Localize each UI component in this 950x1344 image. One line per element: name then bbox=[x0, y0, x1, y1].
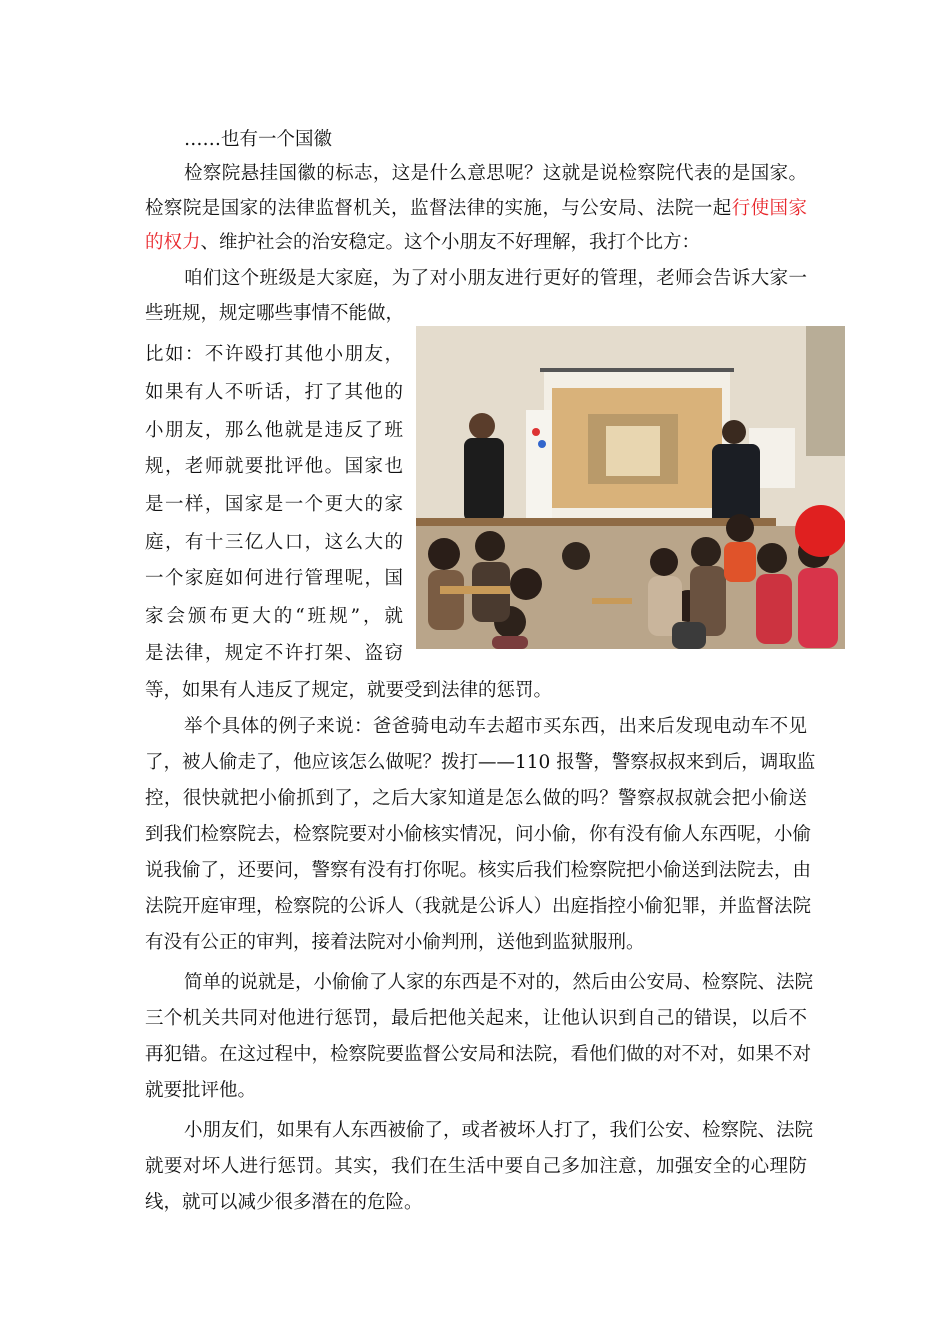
paragraph-line: 简单的说就是，小偷偷了人家的东西是不对的，然后由公安局、检察院、法院 bbox=[184, 972, 814, 993]
paragraph-line: 就要批评他。 bbox=[145, 1080, 257, 1101]
paragraph-line: 些班规，规定哪些事情不能做， bbox=[145, 303, 405, 324]
paragraph-line: 家会颁布更大的“班规”，就 bbox=[145, 606, 403, 627]
paragraph-line: 控，很快就把小偷抓到了，之后大家知道是怎么做的吗？警察叔叔就会把小偷送 bbox=[145, 788, 807, 809]
text-span: 检察院是国家的法律监督机关，监督法律的实施，与公安局、法院一起 bbox=[145, 198, 732, 219]
paragraph-line: 法院开庭审理，检察院的公诉人（我就是公诉人）出庭指控小偷犯罪，并监督法院 bbox=[145, 896, 812, 917]
paragraph-line: 是一样，国家是一个更大的家 bbox=[145, 494, 403, 515]
paragraph-line: 如果有人不听话，打了其他的 bbox=[145, 382, 403, 403]
paragraph-line: 线，就可以减少很多潜在的危险。 bbox=[145, 1192, 423, 1213]
paragraph-line: 举个具体的例子来说：爸爸骑电动车去超市买东西，出来后发现电动车不见 bbox=[184, 716, 807, 737]
highlighted-text: 行使国家 bbox=[731, 198, 807, 219]
paragraph-line: 比如：不许殴打其他小朋友， bbox=[145, 344, 403, 365]
classroom-photo bbox=[416, 326, 845, 649]
paragraph-line bbox=[145, 197, 807, 221]
paragraph-line: 再犯错。在这过程中，检察院要监督公安局和法院，看他们做的对不对，如果不对 bbox=[145, 1044, 812, 1065]
paragraph-line: 有没有公正的审判，接着法院对小偷判刑，送他到监狱服刑。 bbox=[145, 932, 645, 953]
paragraph-line: 庭，有十三亿人口，这么大的 bbox=[145, 532, 403, 553]
paragraph-line: 就要对坏人进行惩罚。其实，我们在生活中要自己多加注意，加强安全的心理防 bbox=[145, 1156, 807, 1177]
paragraph-line: 了，被人偷走了，他应该怎么做呢？拨打——110 报警，警察叔叔来到后，调取监 bbox=[145, 752, 816, 773]
paragraph-line: 小朋友们，如果有人东西被偷了，或者被坏人打了，我们公安、检察院、法院 bbox=[184, 1120, 814, 1141]
paragraph-line: 三个机关共同对他进行惩罚，最后把他关起来，让他认识到自己的错误，以后不 bbox=[145, 1008, 807, 1029]
paragraph-line: 规，老师就要批评他。国家也 bbox=[145, 456, 403, 477]
paragraph-line: ……也有一个国徽 bbox=[184, 129, 333, 150]
paragraph-line: 说我偷了，还要问，警察有没有打你呢。核实后我们检察院把小偷送到法院去，由 bbox=[145, 860, 812, 881]
paragraph-line bbox=[145, 231, 807, 255]
paragraph-line: 到我们检察院去，检察院要对小偷核实情况，问小偷，你有没有偷人东西呢，小偷 bbox=[145, 824, 812, 845]
paragraph-line: 咱们这个班级是大家庭，为了对小朋友进行更好的管理，老师会告诉大家一 bbox=[184, 268, 807, 289]
paragraph-line: 是法律，规定不许打架、盗窃 bbox=[145, 643, 403, 664]
highlighted-text: 的权力 bbox=[145, 232, 201, 253]
paragraph-line: 小朋友，那么他就是违反了班 bbox=[145, 420, 403, 441]
text-span: 、维护社会的治安稳定。这个小朋友不好理解，我打个比方： bbox=[200, 232, 701, 253]
paragraph-line: 检察院悬挂国徽的标志，这是什么意思呢？这就是说检察院代表的是国家。 bbox=[184, 163, 807, 184]
paragraph-line: 等，如果有人违反了规定，就要受到法律的惩罚。 bbox=[145, 680, 553, 701]
paragraph-line: 一个家庭如何进行管理呢，国 bbox=[145, 568, 403, 589]
